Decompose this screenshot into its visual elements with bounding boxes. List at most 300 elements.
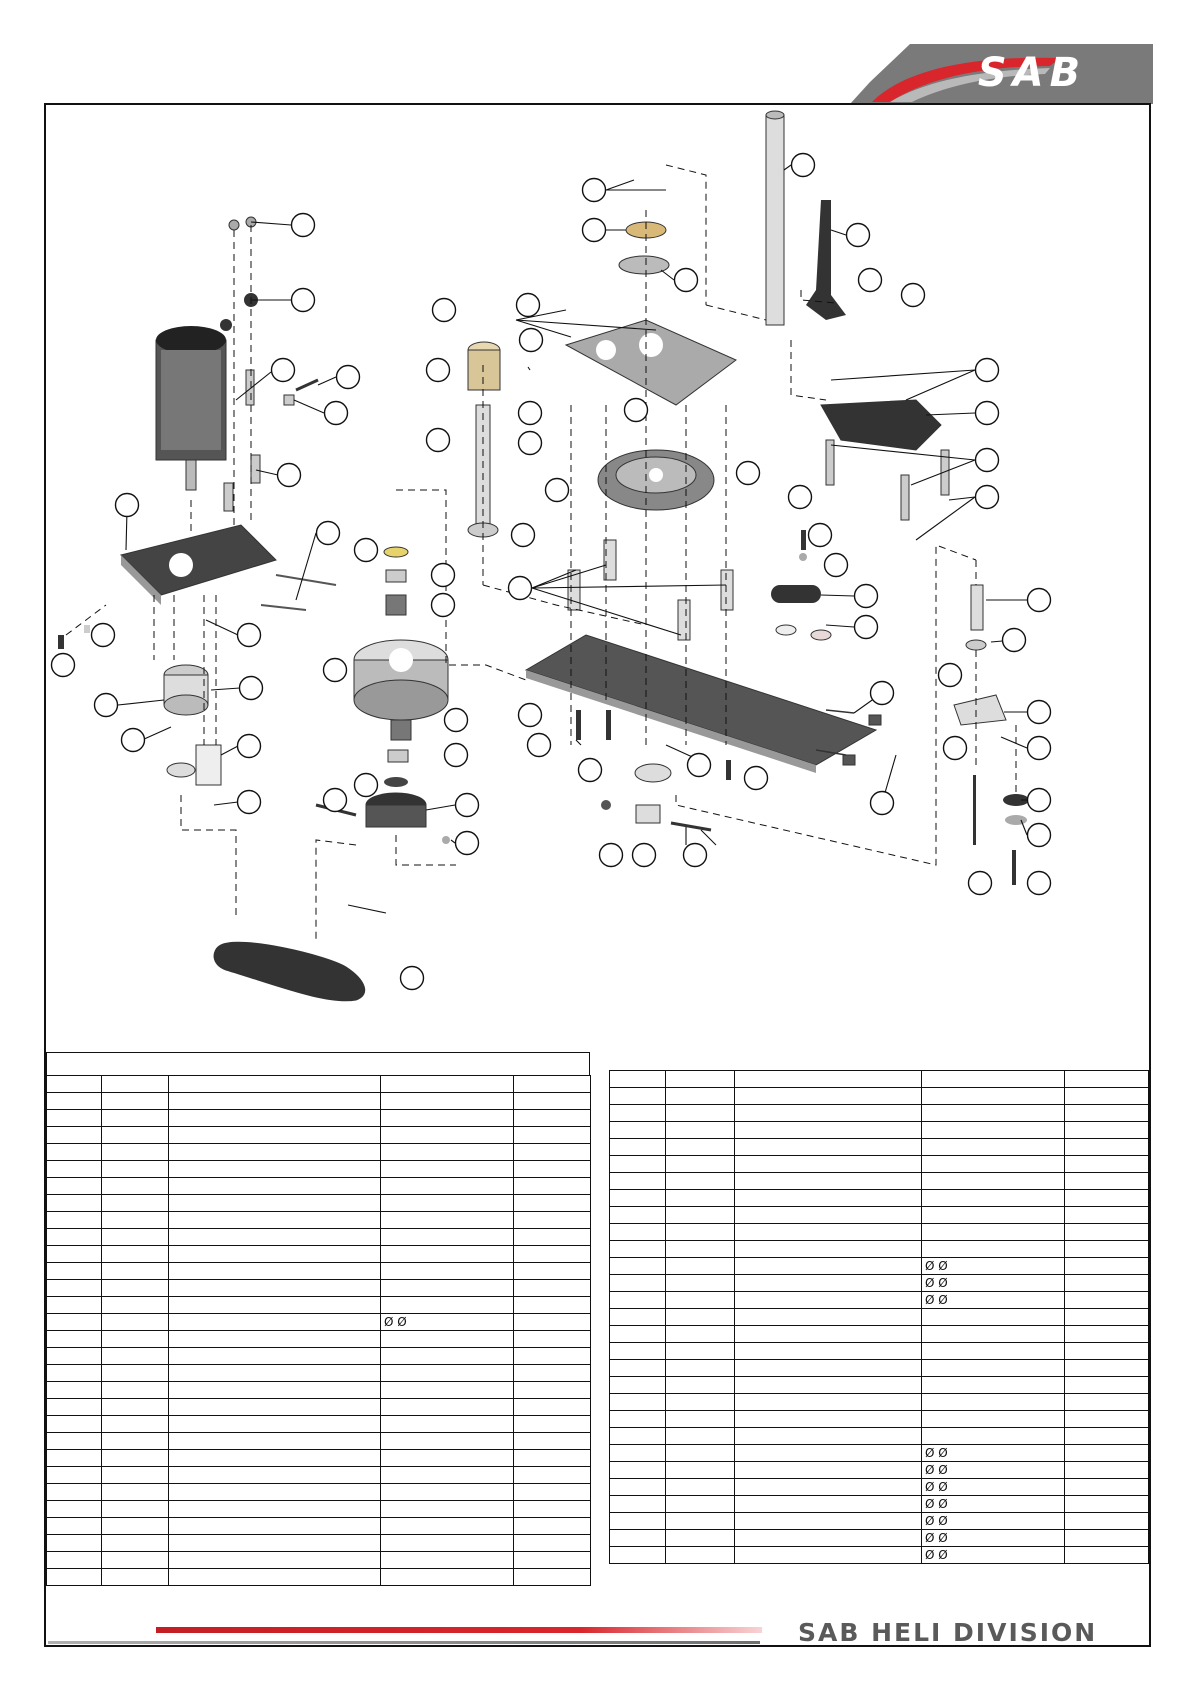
table-cell: [102, 1127, 169, 1144]
table-row: [47, 1535, 591, 1552]
table-cell: [1065, 1139, 1149, 1156]
table-cell: [735, 1530, 922, 1547]
table-cell: [102, 1416, 169, 1433]
table-cell: [514, 1229, 591, 1246]
table-row: [47, 1416, 591, 1433]
table-cell: [47, 1280, 102, 1297]
table-row: [47, 1365, 591, 1382]
table-row: [610, 1156, 1149, 1173]
table-cell: [102, 1229, 169, 1246]
table-cell: [514, 1535, 591, 1552]
table-cell: [47, 1110, 102, 1127]
table-cell: [47, 1263, 102, 1280]
table-cell: [922, 1156, 1065, 1173]
table-cell: [381, 1569, 514, 1586]
table-cell: [169, 1382, 381, 1399]
table-cell: [610, 1513, 666, 1530]
table-cell: [1065, 1530, 1149, 1547]
table-cell: [169, 1127, 381, 1144]
table-cell: [1065, 1343, 1149, 1360]
table-cell: [102, 1195, 169, 1212]
table-cell: [735, 1241, 922, 1258]
table-row: [47, 1178, 591, 1195]
table-row: [47, 1161, 591, 1178]
table-cell: [610, 1394, 666, 1411]
table-cell: [1065, 1122, 1149, 1139]
table-cell: [1065, 1360, 1149, 1377]
table-row: [610, 1462, 1149, 1479]
table-cell: [102, 1450, 169, 1467]
table-cell: [735, 1428, 922, 1445]
table-row: [47, 1501, 591, 1518]
table-cell: [922, 1088, 1065, 1105]
table-cell: [169, 1314, 381, 1331]
table-cell: [922, 1190, 1065, 1207]
table-cell: [169, 1093, 381, 1110]
table-cell: [922, 1207, 1065, 1224]
table-row: [47, 1382, 591, 1399]
table-row: [47, 1518, 591, 1535]
table-cell: [381, 1552, 514, 1569]
table-row: [610, 1088, 1149, 1105]
table-cell: [381, 1450, 514, 1467]
table-cell: [47, 1161, 102, 1178]
table-cell: [922, 1377, 1065, 1394]
table-cell: [514, 1195, 591, 1212]
table-cell: [514, 1569, 591, 1586]
table-cell: [610, 1411, 666, 1428]
table-cell: [381, 1416, 514, 1433]
table-row: [610, 1360, 1149, 1377]
table-row: [610, 1105, 1149, 1122]
table-row: [47, 1195, 591, 1212]
table-cell: [47, 1552, 102, 1569]
table-cell: Ø Ø: [922, 1530, 1065, 1547]
table-cell: [735, 1462, 922, 1479]
table-cell: [102, 1314, 169, 1331]
table-cell: [47, 1450, 102, 1467]
table-cell: [169, 1280, 381, 1297]
table-cell: [47, 1518, 102, 1535]
table-cell: [47, 1535, 102, 1552]
table-cell: [169, 1246, 381, 1263]
table-row: [610, 1343, 1149, 1360]
table-row: [47, 1127, 591, 1144]
table-cell: [47, 1212, 102, 1229]
table-cell: [514, 1365, 591, 1382]
table-cell: Ø Ø: [922, 1513, 1065, 1530]
table-row: [47, 1348, 591, 1365]
table-cell: [381, 1382, 514, 1399]
table-cell: [47, 1569, 102, 1586]
table-row: [47, 1110, 591, 1127]
table-cell: [666, 1071, 735, 1088]
table-cell: [735, 1139, 922, 1156]
table-cell: [666, 1139, 735, 1156]
table-cell: [922, 1071, 1065, 1088]
table-row: [610, 1071, 1149, 1088]
table-cell: [1065, 1309, 1149, 1326]
table-cell: [47, 1127, 102, 1144]
table-cell: [381, 1263, 514, 1280]
table-row: [47, 1467, 591, 1484]
table-cell: [610, 1190, 666, 1207]
table-cell: [514, 1110, 591, 1127]
table-row: [47, 1314, 591, 1331]
table-cell: [514, 1450, 591, 1467]
table-row: [47, 1399, 591, 1416]
table-cell: [735, 1105, 922, 1122]
servo-tray: [821, 400, 949, 520]
table-cell: [47, 1093, 102, 1110]
table-cell: [666, 1241, 735, 1258]
table-cell: [610, 1479, 666, 1496]
table-cell: [735, 1173, 922, 1190]
table-cell: [666, 1547, 735, 1564]
motor: [156, 326, 226, 490]
table-cell: [514, 1263, 591, 1280]
table-cell: [610, 1241, 666, 1258]
table-cell: [735, 1326, 922, 1343]
table-cell: [381, 1229, 514, 1246]
table-cell: [922, 1326, 1065, 1343]
table-cell: [666, 1428, 735, 1445]
table-cell: [610, 1547, 666, 1564]
table-row: [47, 1144, 591, 1161]
table-cell: [610, 1122, 666, 1139]
table-cell: [922, 1241, 1065, 1258]
table-cell: [610, 1258, 666, 1275]
table-cell: [1065, 1496, 1149, 1513]
table-cell: [1065, 1071, 1149, 1088]
table-cell: [922, 1343, 1065, 1360]
table-cell: [666, 1292, 735, 1309]
table-cell: [610, 1377, 666, 1394]
table-cell: [922, 1360, 1065, 1377]
table-row: [610, 1207, 1149, 1224]
table-cell: [381, 1433, 514, 1450]
table-row: [610, 1292, 1149, 1309]
table-cell: [169, 1229, 381, 1246]
table-cell: [735, 1547, 922, 1564]
table-row: [610, 1377, 1149, 1394]
table-cell: Ø Ø: [922, 1547, 1065, 1564]
table-cell: [514, 1552, 591, 1569]
table-cell: [666, 1309, 735, 1326]
table-cell: [610, 1156, 666, 1173]
table-cell: [381, 1127, 514, 1144]
table-cell: [102, 1331, 169, 1348]
table-cell: [1065, 1428, 1149, 1445]
table-cell: [169, 1331, 381, 1348]
table-row: [610, 1411, 1149, 1428]
table-cell: [514, 1399, 591, 1416]
table-cell: [169, 1433, 381, 1450]
table-cell: [735, 1190, 922, 1207]
table-cell: [735, 1088, 922, 1105]
main-gear: [598, 450, 714, 510]
table-cell: [735, 1445, 922, 1462]
table-cell: [1065, 1173, 1149, 1190]
table-cell: [610, 1360, 666, 1377]
table-cell: Ø Ø: [922, 1479, 1065, 1496]
pinion-pulley: [164, 665, 208, 715]
table-row: [610, 1190, 1149, 1207]
table-cell: [666, 1207, 735, 1224]
table-cell: [610, 1207, 666, 1224]
table-cell: [610, 1224, 666, 1241]
table-cell: [47, 1399, 102, 1416]
table-cell: [381, 1076, 514, 1093]
table-cell: [514, 1297, 591, 1314]
table-cell: [666, 1190, 735, 1207]
table-cell: [666, 1445, 735, 1462]
table-row: [610, 1139, 1149, 1156]
table-cell: [381, 1365, 514, 1382]
table-cell: Ø Ø: [381, 1314, 514, 1331]
table-row: [610, 1309, 1149, 1326]
table-row: [47, 1212, 591, 1229]
table-cell: [102, 1297, 169, 1314]
table-cell: [169, 1110, 381, 1127]
table-cell: [169, 1569, 381, 1586]
table-cell: [666, 1462, 735, 1479]
table-cell: [514, 1314, 591, 1331]
table-row: [47, 1263, 591, 1280]
table-cell: [102, 1467, 169, 1484]
table-cell: [610, 1071, 666, 1088]
table-cell: [169, 1467, 381, 1484]
table-cell: [666, 1360, 735, 1377]
table-cell: [381, 1093, 514, 1110]
table-cell: [169, 1450, 381, 1467]
table-row: [610, 1394, 1149, 1411]
table-row: [47, 1433, 591, 1450]
table-cell: [381, 1467, 514, 1484]
table-cell: [610, 1173, 666, 1190]
table-cell: [47, 1365, 102, 1382]
sab-logo: [850, 44, 1153, 104]
table-cell: [1065, 1462, 1149, 1479]
table-cell: [169, 1484, 381, 1501]
table-cell: [666, 1088, 735, 1105]
footer-red-stripe: [156, 1627, 762, 1633]
table-row: [610, 1326, 1149, 1343]
table-cell: [735, 1343, 922, 1360]
table-cell: [610, 1496, 666, 1513]
table-cell: [381, 1161, 514, 1178]
table-cell: [1065, 1513, 1149, 1530]
table-cell: [610, 1139, 666, 1156]
table-cell: [1065, 1445, 1149, 1462]
table-cell: [514, 1161, 591, 1178]
table-cell: [47, 1331, 102, 1348]
table-cell: [169, 1518, 381, 1535]
table-row: [610, 1445, 1149, 1462]
table-row: [610, 1479, 1149, 1496]
footer-gray-stripe: [48, 1641, 760, 1644]
table-cell: [666, 1513, 735, 1530]
motor-plate: [121, 525, 276, 605]
table-cell: [735, 1156, 922, 1173]
table-cell: [666, 1224, 735, 1241]
table-cell: [514, 1280, 591, 1297]
table-row: [610, 1122, 1149, 1139]
table-cell: [922, 1394, 1065, 1411]
table-cell: [102, 1433, 169, 1450]
table-cell: [381, 1178, 514, 1195]
table-cell: [169, 1399, 381, 1416]
table-cell: [735, 1258, 922, 1275]
table-cell: [102, 1348, 169, 1365]
table-cell: [381, 1144, 514, 1161]
table-cell: [169, 1263, 381, 1280]
table-cell: [735, 1479, 922, 1496]
table-cell: Ø Ø: [922, 1462, 1065, 1479]
table-cell: [102, 1484, 169, 1501]
table-cell: [169, 1501, 381, 1518]
table-cell: [47, 1484, 102, 1501]
table-cell: [102, 1569, 169, 1586]
table-cell: [47, 1144, 102, 1161]
table-cell: [102, 1144, 169, 1161]
table-cell: [666, 1479, 735, 1496]
table-cell: [102, 1382, 169, 1399]
table-cell: [381, 1484, 514, 1501]
table-cell: [610, 1275, 666, 1292]
table-cell: [47, 1076, 102, 1093]
table-cell: [381, 1297, 514, 1314]
table-cell: [102, 1263, 169, 1280]
table-cell: [610, 1428, 666, 1445]
table-row: [47, 1484, 591, 1501]
main-frame-top: [566, 320, 736, 405]
table-cell: [922, 1105, 1065, 1122]
bottom-plate: [526, 635, 876, 773]
table-cell: [610, 1088, 666, 1105]
table-row: [610, 1241, 1149, 1258]
table-cell: [610, 1343, 666, 1360]
table-cell: [47, 1195, 102, 1212]
table-cell: [735, 1224, 922, 1241]
table-cell: [169, 1178, 381, 1195]
table-cell: [735, 1122, 922, 1139]
table-cell: [666, 1377, 735, 1394]
upper-bearing-block: [619, 222, 669, 274]
table-cell: [735, 1394, 922, 1411]
table-cell: [47, 1416, 102, 1433]
table-cell: [102, 1501, 169, 1518]
table-cell: [922, 1411, 1065, 1428]
table-cell: [381, 1212, 514, 1229]
table-cell: [169, 1552, 381, 1569]
table-row: [610, 1173, 1149, 1190]
table-row: [610, 1513, 1149, 1530]
table-cell: Ø Ø: [922, 1258, 1065, 1275]
table-cell: [102, 1280, 169, 1297]
table-cell: [666, 1275, 735, 1292]
table-cell: [47, 1348, 102, 1365]
table-cell: [381, 1518, 514, 1535]
table-cell: [735, 1360, 922, 1377]
table-cell: [1065, 1088, 1149, 1105]
table-cell: [381, 1501, 514, 1518]
table-cell: [514, 1178, 591, 1195]
table-cell: [735, 1309, 922, 1326]
table-cell: [514, 1348, 591, 1365]
table-row: [47, 1297, 591, 1314]
table-cell: [514, 1433, 591, 1450]
table-cell: [514, 1484, 591, 1501]
table-row: [47, 1280, 591, 1297]
table-cell: [1065, 1156, 1149, 1173]
table-cell: [666, 1258, 735, 1275]
table-cell: [1065, 1377, 1149, 1394]
table-cell: [1065, 1479, 1149, 1496]
table-row: [47, 1569, 591, 1586]
table-cell: [610, 1309, 666, 1326]
table-row: [610, 1547, 1149, 1564]
table-cell: [102, 1518, 169, 1535]
exploded-parts-diagram: [46, 105, 1149, 1050]
table-cell: [514, 1331, 591, 1348]
table-cell: [102, 1076, 169, 1093]
table-cell: [922, 1122, 1065, 1139]
table-row: [47, 1229, 591, 1246]
table-cell: [381, 1195, 514, 1212]
table-cell: [922, 1428, 1065, 1445]
table-cell: [610, 1105, 666, 1122]
table-cell: [381, 1331, 514, 1348]
table-cell: [1065, 1275, 1149, 1292]
table-cell: [169, 1212, 381, 1229]
table-cell: [735, 1496, 922, 1513]
table-cell: [47, 1297, 102, 1314]
table-cell: [514, 1501, 591, 1518]
table-cell: [1065, 1547, 1149, 1564]
table-cell: [381, 1246, 514, 1263]
table-cell: [514, 1127, 591, 1144]
table-row: [610, 1275, 1149, 1292]
table-cell: [514, 1416, 591, 1433]
table-cell: [47, 1433, 102, 1450]
table-cell: [1065, 1207, 1149, 1224]
table-cell: [381, 1535, 514, 1552]
table-cell: [666, 1394, 735, 1411]
table-cell: [102, 1399, 169, 1416]
table-cell: [1065, 1394, 1149, 1411]
main-shaft: [766, 111, 784, 325]
table-cell: [666, 1156, 735, 1173]
table-cell: [666, 1122, 735, 1139]
table-row: [610, 1224, 1149, 1241]
table-cell: [102, 1365, 169, 1382]
table-cell: [1065, 1105, 1149, 1122]
table-cell: [1065, 1224, 1149, 1241]
table-row: [47, 1093, 591, 1110]
table-cell: [1065, 1292, 1149, 1309]
table-row: [47, 1246, 591, 1263]
anti-rotation-bracket: [806, 200, 846, 320]
table-cell: [514, 1518, 591, 1535]
pinion-gear-shaft: [468, 342, 500, 537]
table-cell: [381, 1110, 514, 1127]
table-cell: [514, 1212, 591, 1229]
table-cell: [514, 1144, 591, 1161]
footer-division-text: SAB HELI DIVISION: [798, 1618, 1098, 1647]
table-cell: [169, 1144, 381, 1161]
table-row: [47, 1076, 591, 1093]
